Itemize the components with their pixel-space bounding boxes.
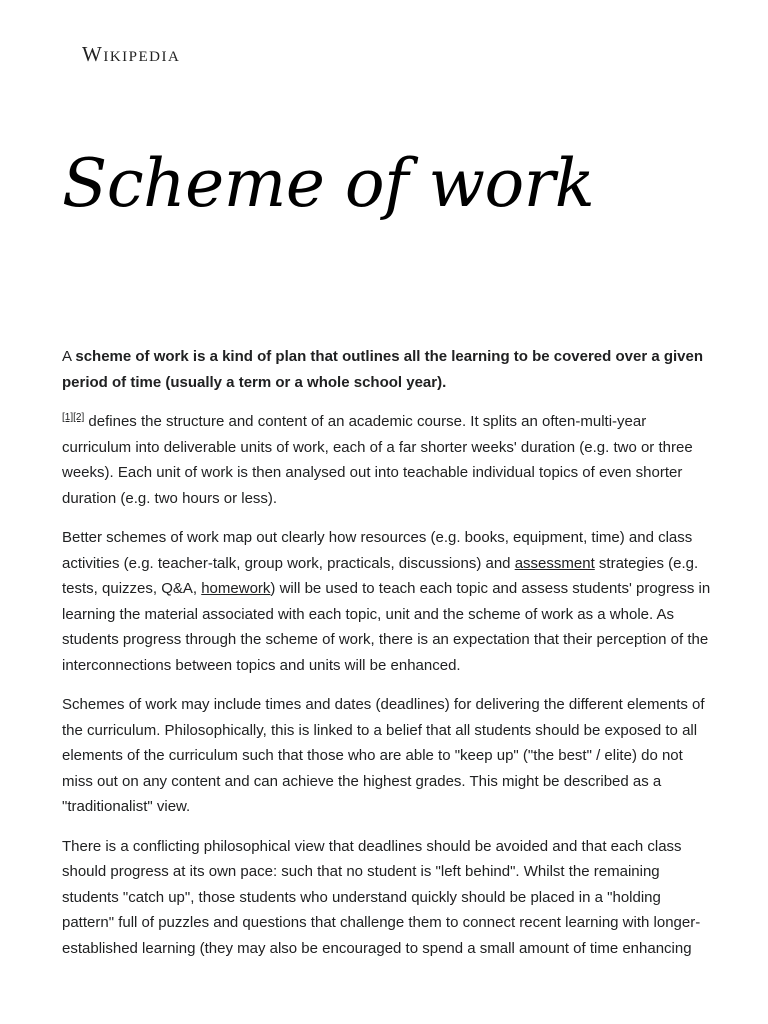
better-schemes-text-b: strategies (e.g. tests, quizzes, Q&A,	[62, 554, 699, 597]
paragraph-structure	[62, 409, 712, 511]
paragraph-intro	[62, 344, 712, 395]
citation-group	[62, 412, 84, 423]
page-title: Scheme of work	[62, 145, 595, 222]
homework-link[interactable]: homework	[201, 580, 271, 597]
intro-lead: A	[62, 348, 76, 365]
assessment-link[interactable]: assessment	[514, 554, 595, 572]
better-schemes-text-c: ) will be used to teach each topic and assess students' progress in learning the material associated with each topic, unit and the scheme of work as a whole. As students progress through the scheme of work, there is an expectation that their perception of the interconnections between topics and units will be enhanced.	[62, 580, 711, 674]
wikipedia-logo[interactable]: Wikipedia	[82, 42, 181, 66]
citation-link-2[interactable]: [2]	[73, 412, 85, 423]
intro-bold-definition: scheme of work is a kind of plan that outlines all the learning to be covered over a given period of time (usually a term or a whole school year).	[62, 348, 704, 391]
paragraph-better-schemes	[62, 525, 712, 678]
article-body	[62, 344, 712, 975]
citation-link-1[interactable]: [1]	[62, 412, 74, 423]
paragraph-deadlines: Schemes of work may include times and dates (deadlines) for delivering the different elements of the curriculum. Philosophically, this is linked to a belief that all students should be exposed to all elements of the curriculum such that those who are able to "keep up" ("the best" / elite) do not miss out on any content and can achieve the highest grades. This might be described as a "traditionalist" view.	[62, 696, 705, 815]
header	[82, 42, 180, 72]
better-schemes-text-a: Better schemes of work map out clearly how resources (e.g. books, equipment, time) and class activities (e.g. teacher-talk, group work, practicals, discussions) and	[62, 529, 693, 572]
structure-text: defines the structure and content of an academic course. It splits an often-multi-year curriculum into deliverable units of work, each of a far shorter weeks' duration (e.g. two or three weeks). Each unit of work is then analysed out into teachable individual topics of even shorter duration (e.g. two hours or less).	[62, 413, 693, 507]
paragraph-conflicting-view: There is a conflicting philosophical view that deadlines should be avoided and that each class should progress at its own pace: such that no student is "left behind". Whilst the remaining students "catch up", those students who understand quickly should be placed in a "holding pattern" full of puzzles and questions that challenge them to connect recent learning with longer-established learning (they may also be encouraged to spend a small amount of time enhancing	[62, 837, 701, 957]
